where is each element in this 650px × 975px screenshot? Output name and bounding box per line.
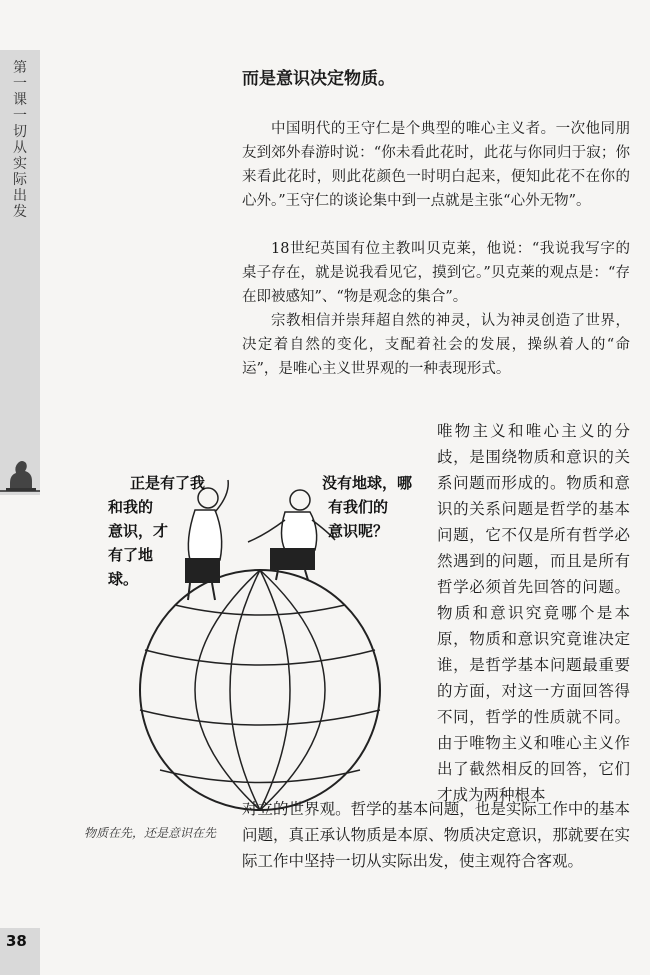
right-speech-line: 没有地球，哪 bbox=[322, 474, 413, 492]
left-speech-line: 有了地 bbox=[108, 546, 154, 564]
left-speech-line: 和我的 bbox=[108, 498, 154, 516]
paragraph-wang-shouren: 中国明代的王守仁是个典型的唯心主义者。一次他同朋友到郊外春游时说：“你未看此花时，此花与你同归于寂；你来看此花时，则此花颜色一时明白起来，便知此花不在你的心外。”王守仁的谈论集中到一点就是主张“心外无物”。 bbox=[242, 121, 630, 209]
left-speech-line: 正是有了我 bbox=[130, 474, 206, 492]
main-text-column: 唯物主义和唯心主义的分歧，是围绕物质和意识的关系问题而形成的。物质和意识的关系问题是哲学的基本问题，它不仅是所有哲学必然遇到的问题，而且是所有哲学必须首先回答的问题。物质和意识究竟哪个是本原，物质和意识究竟谁决定谁，是哲学基本问题最重要的方面，对这一方面回答得不同，哲学的性质就不同。由于唯物主义和唯心主义作出了截然相反的回答，它们才成为两种根本 bbox=[437, 422, 630, 804]
illustration-caption: 物质在先，还是意识在先 bbox=[84, 826, 217, 840]
page-number: 38 bbox=[6, 932, 27, 950]
right-speech-line: 意识呢？ bbox=[328, 522, 389, 540]
globe-illustration bbox=[100, 450, 430, 820]
left-speech-line: 意识，才 bbox=[108, 522, 169, 540]
left-figure bbox=[185, 480, 228, 600]
right-figure bbox=[248, 490, 335, 580]
paragraph-religion: 宗教相信并崇拜超自然的神灵，认为神灵创造了世界，决定着自然的变化，支配着社会的发展，操纵着人的“命运”，是唯心主义世界观的一种表现形式。 bbox=[242, 313, 630, 377]
main-text-continuation: 对立的世界观。哲学的基本问题，也是实际工作中的基本问题，真正承认物质是本原、物质决定意识，那就要在实际工作中坚持一切从实际出发，使主观符合客观。 bbox=[242, 800, 630, 870]
left-speech-line: 球。 bbox=[108, 570, 139, 588]
thinker-statue-icon bbox=[4, 455, 38, 491]
heading-line: 而是意识决定物质。 bbox=[242, 69, 395, 89]
right-speech-line: 有我们的 bbox=[328, 498, 389, 516]
paragraph-berkeley: 18世纪英国有位主教叫贝克莱，他说：“我说我写字的桌子存在，就是说我看见它，摸到它。”贝克莱的观点是：“存在即被感知”、“物是观念的集合”。 bbox=[242, 241, 630, 305]
chapter-label: 第一课 一切从实际出发 bbox=[13, 60, 27, 220]
